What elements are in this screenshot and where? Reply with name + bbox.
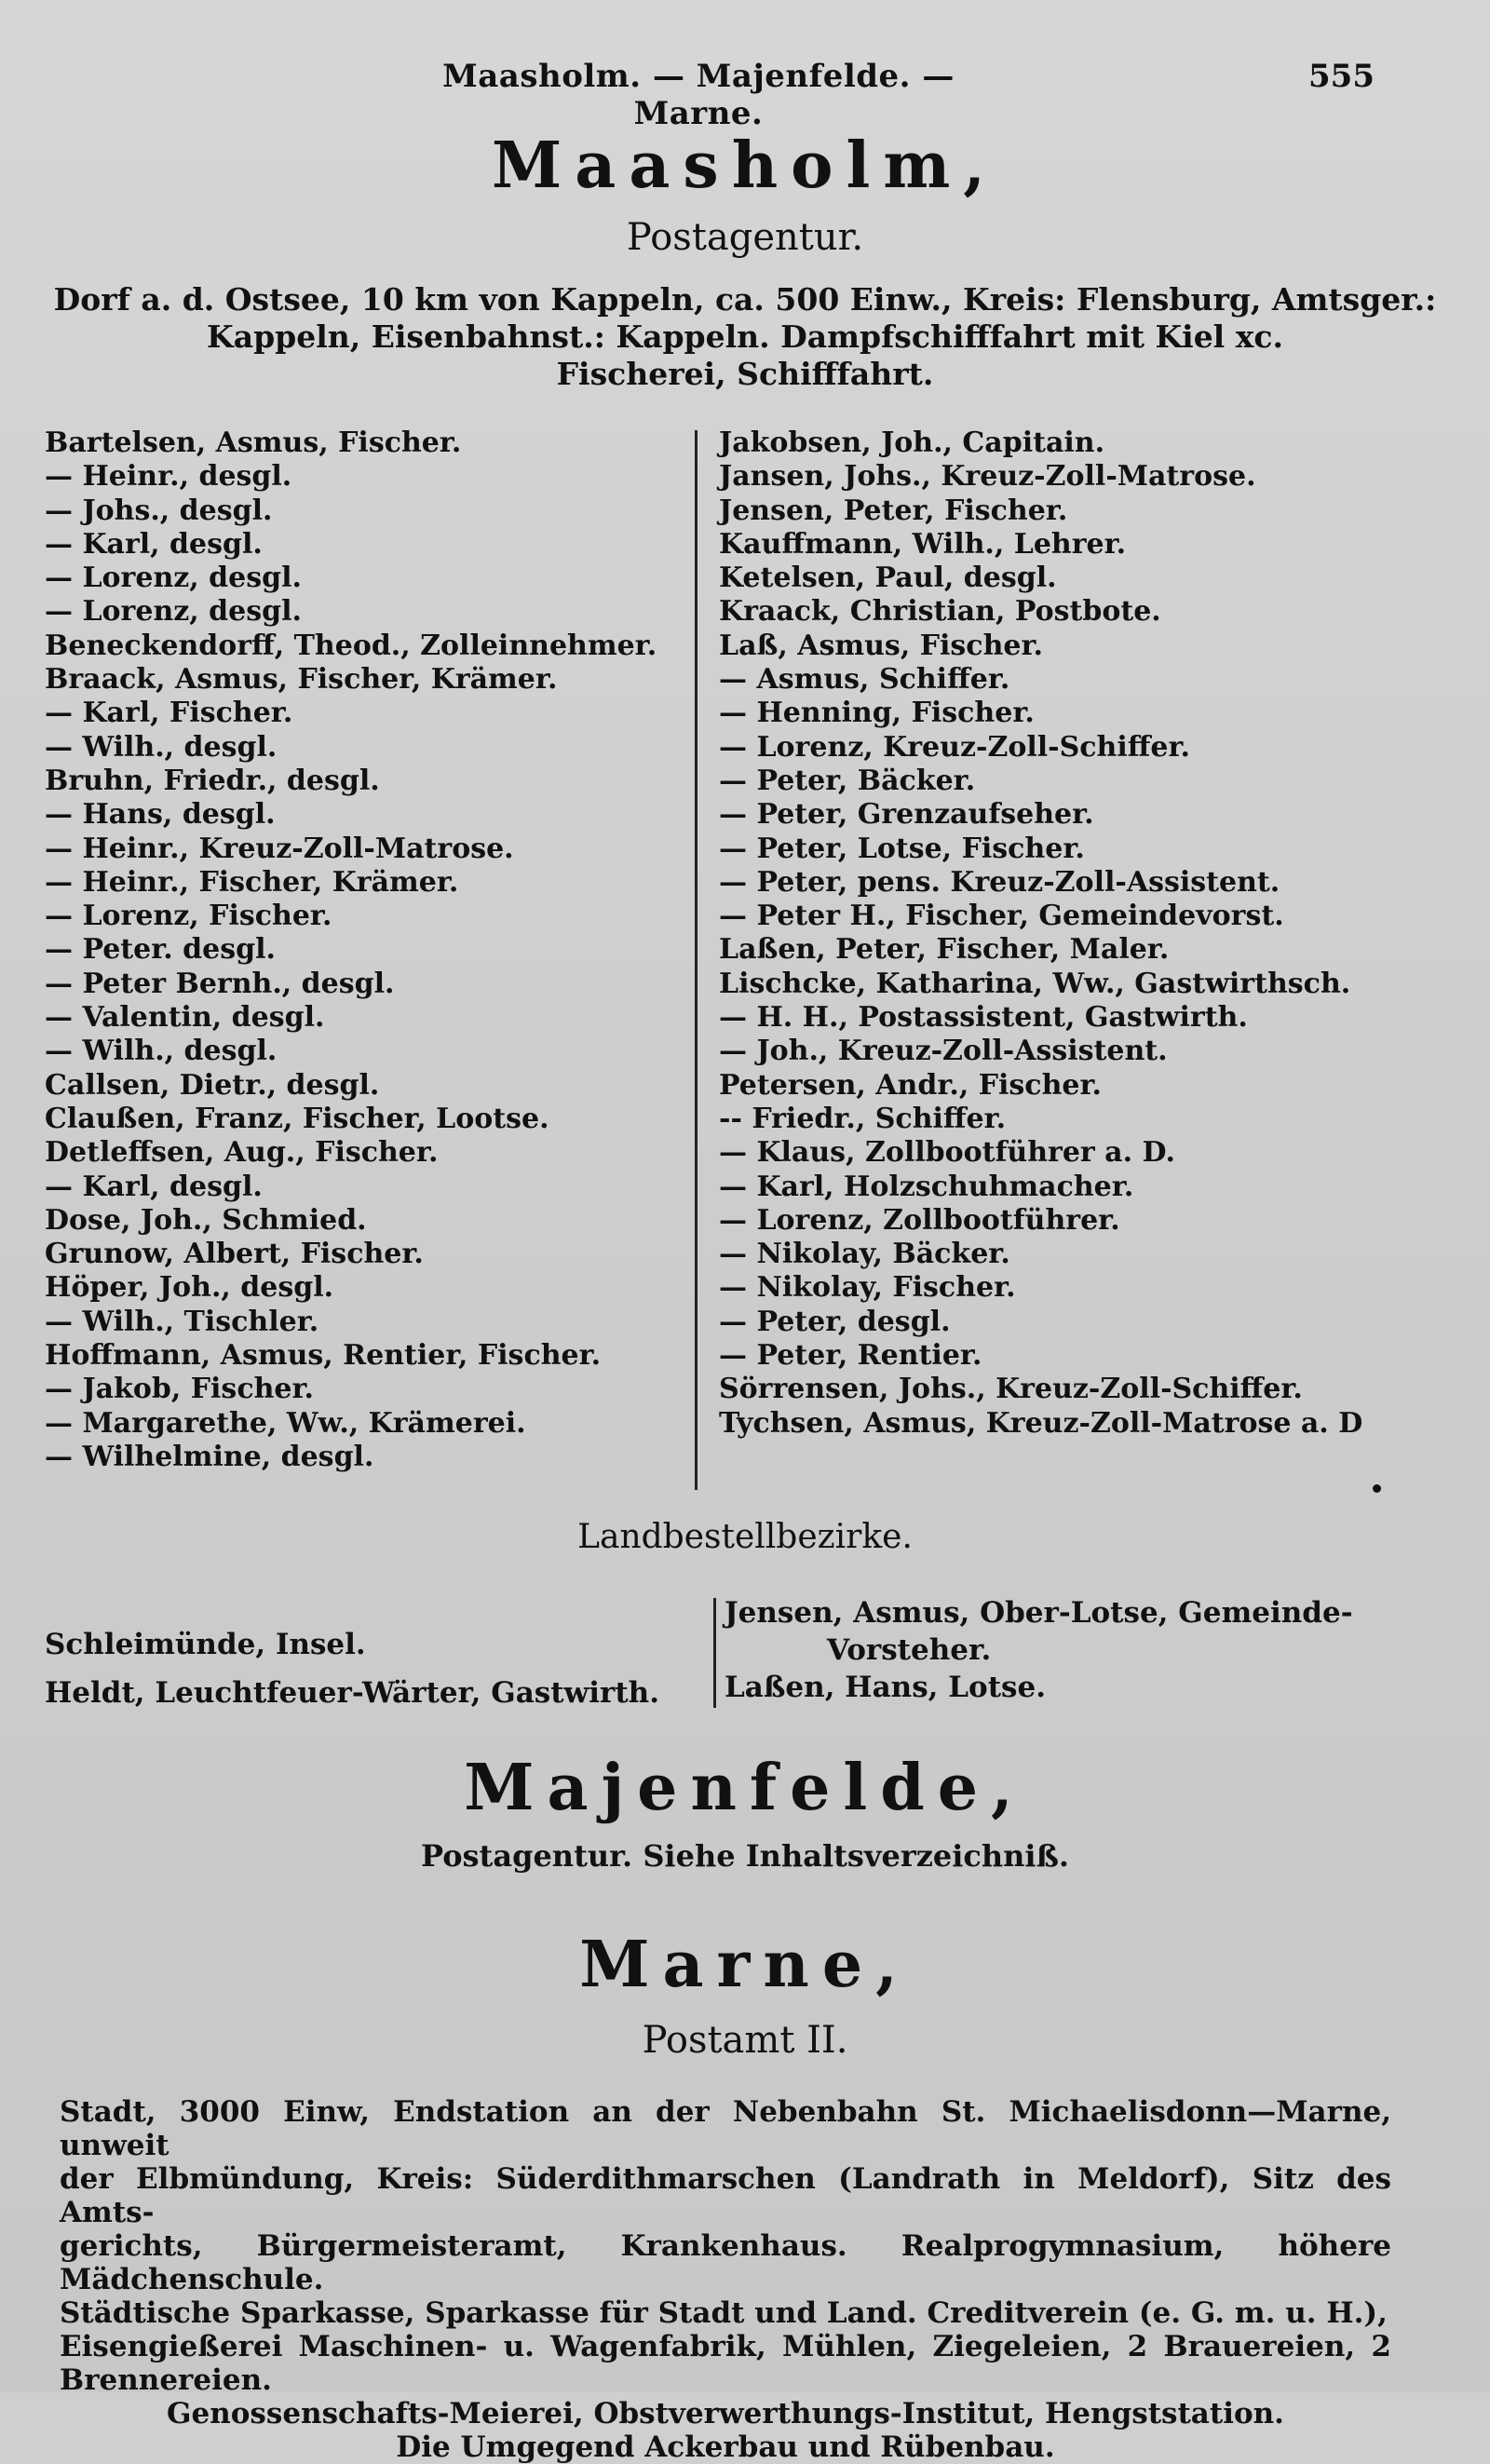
resident-entry: — Klaus, Zollbootführer a. D. xyxy=(719,1136,1175,1170)
resident-entry: — Nikolay, Fischer. xyxy=(719,1271,1016,1305)
resident-entry: Bartelsen, Asmus, Fischer. xyxy=(45,426,462,459)
resident-entry: — Peter H., Fischer, Gemeindevorst. xyxy=(719,900,1284,933)
maasholm-subheading: Postagentur. xyxy=(626,216,864,259)
resident-entry: — Wilh., desgl. xyxy=(45,730,278,764)
resident-entry: Dose, Joh., Schmied. xyxy=(45,1203,367,1237)
resident-entry: Jensen, Peter, Fischer. xyxy=(719,494,1068,527)
majenfelde-heading: Majenfelde, xyxy=(464,1751,1026,1825)
landbestell-resident: Heldt, Leuchtfeuer-Wärter, Gastwirth. xyxy=(45,1676,660,1710)
resident-entry: — Johs., desgl. xyxy=(45,494,273,527)
resident-entry: — Nikolay, Bäcker. xyxy=(719,1238,1010,1271)
residents-right-column xyxy=(719,426,1445,1441)
resident-entry: Laß, Asmus, Fischer. xyxy=(719,629,1043,662)
resident-entry: — H. H., Postassistent, Gastwirth. xyxy=(719,1001,1248,1035)
resident-entry: — Peter. desgl. xyxy=(45,933,276,967)
resident-entry: — Lorenz, Zollbootführer. xyxy=(719,1203,1120,1237)
resident-entry: — Wilh., Tischler. xyxy=(45,1305,319,1338)
intro-line: Fischerei, Schifffahrt. xyxy=(556,356,934,392)
resident-entry: — Peter Bernh., desgl. xyxy=(45,967,395,1000)
resident-entry: — Karl, Holzschuhmacher. xyxy=(719,1170,1134,1203)
marne-heading: Marne, xyxy=(579,1928,911,2002)
description-line: gerichts, Bürgermeisteramt, Krankenhaus. Realprogymnasium, höhere Mädchenschule. xyxy=(60,2229,1391,2296)
column-divider xyxy=(695,430,698,1490)
resident-entry: Lischcke, Katharina, Ww., Gastwirthsch. xyxy=(719,967,1351,1000)
description-line: Die Umgegend Ackerbau und Rübenbau. xyxy=(396,2430,1055,2464)
running-title: Maasholm. — Majenfelde. — Marne. xyxy=(442,58,955,132)
description-line: Eisengießerei Maschinen- u. Wagenfabrik, Mühlen, Ziegeleien, 2 Brauereien, 2 Brennereien. xyxy=(60,2330,1391,2397)
resident-entry: Tychsen, Asmus, Kreuz-Zoll-Matrose a. D xyxy=(719,1406,1363,1440)
resident-entry: — Peter, pens. Kreuz-Zoll-Assistent. xyxy=(719,865,1280,899)
intro-line: Kappeln, Eisenbahnst.: Kappeln. Dampfschifffahrt mit Kiel xc. xyxy=(207,318,1283,355)
landbestell-resident-cont: Vorsteher. xyxy=(827,1633,992,1667)
resident-entry: — Karl, desgl. xyxy=(45,1170,263,1203)
description-line: Stadt, 3000 Einw, Endstation an der Nebenbahn St. Michaelisdonn—Marne, unweit xyxy=(60,2095,1391,2162)
resident-entry: Laßen, Peter, Fischer, Maler. xyxy=(719,933,1170,967)
description-line: der Elbmündung, Kreis: Süderdithmarschen (Landrath in Meldorf), Sitz des Amts- xyxy=(60,2162,1391,2229)
ink-dot xyxy=(1373,1484,1381,1493)
resident-entry: — Joh., Kreuz-Zoll-Assistent. xyxy=(719,1035,1168,1068)
resident-entry: — Peter, Rentier. xyxy=(719,1339,982,1373)
resident-entry: Hoffmann, Asmus, Rentier, Fischer. xyxy=(45,1339,602,1373)
landbestell-left xyxy=(45,1620,697,1717)
resident-entry: Kauffmann, Wilh., Lehrer. xyxy=(719,527,1127,561)
majenfelde-subheading: Postagentur. Siehe Inhaltsverzeichniß. xyxy=(420,1838,1070,1874)
resident-entry: — Karl, Fischer. xyxy=(45,697,293,730)
resident-entry: — Heinr., Fischer, Krämer. xyxy=(45,865,459,899)
resident-entry: -- Friedr., Schiffer. xyxy=(719,1102,1007,1135)
resident-entry: — Peter, Lotse, Fischer. xyxy=(719,832,1085,865)
resident-entry: — Peter, Grenzaufseher. xyxy=(719,798,1094,832)
resident-entry: Detleffsen, Aug., Fischer. xyxy=(45,1136,439,1170)
marne-subheading: Postamt II. xyxy=(642,2019,848,2062)
resident-entry: — Valentin, desgl. xyxy=(45,1001,325,1035)
intro-line: Dorf a. d. Ostsee, 10 km von Kappeln, ca. 500 Einw., Kreis: Flensburg, Amtsger.: xyxy=(53,281,1437,318)
landbestell-divider xyxy=(713,1598,716,1708)
resident-entry: — Lorenz, desgl. xyxy=(45,595,302,629)
resident-entry: — Wilhelmine, desgl. xyxy=(45,1440,374,1473)
landbestell-resident: Jensen, Asmus, Ober-Lotse, Gemeinde- xyxy=(725,1596,1353,1630)
resident-entry: — Lorenz, desgl. xyxy=(45,562,302,595)
resident-entry: — Heinr., Kreuz-Zoll-Matrose. xyxy=(45,832,514,865)
running-head xyxy=(0,58,1490,132)
resident-entry: — Peter, desgl. xyxy=(719,1305,951,1338)
resident-entry: — Peter, Bäcker. xyxy=(719,764,976,797)
resident-entry: Ketelsen, Paul, desgl. xyxy=(719,562,1057,595)
resident-entry: Petersen, Andr., Fischer. xyxy=(719,1068,1102,1102)
resident-entry: Jansen, Johs., Kreuz-Zoll-Matrose. xyxy=(719,460,1256,494)
description-line: Genossenschafts-Meierei, Obstverwerthungs-Institut, Hengststation. xyxy=(167,2397,1284,2430)
landbestell-right xyxy=(725,1594,1451,1706)
resident-entry: — Henning, Fischer. xyxy=(719,697,1035,730)
page-number: 555 xyxy=(1308,58,1375,95)
resident-entry: — Asmus, Schiffer. xyxy=(719,663,1010,697)
resident-entry: Callsen, Dietr., desgl. xyxy=(45,1068,380,1102)
resident-entry: Jakobsen, Joh., Capitain. xyxy=(719,426,1105,459)
resident-entry: — Lorenz, Kreuz-Zoll-Schiffer. xyxy=(719,730,1190,764)
residents-left-column xyxy=(45,426,678,1474)
resident-entry: — Wilh., desgl. xyxy=(45,1035,278,1068)
marne-description xyxy=(60,2095,1391,2464)
resident-entry: — Lorenz, Fischer. xyxy=(45,900,332,933)
resident-entry: Kraack, Christian, Postbote. xyxy=(719,595,1161,629)
resident-entry: — Heinr., desgl. xyxy=(45,460,292,494)
maasholm-intro xyxy=(37,281,1453,393)
resident-entry: Höper, Joh., desgl. xyxy=(45,1271,334,1305)
resident-entry: Claußen, Franz, Fischer, Lootse. xyxy=(45,1102,549,1135)
resident-entry: — Margarethe, Ww., Krämerei. xyxy=(45,1406,526,1440)
landbestell-place: Schleimünde, Insel. xyxy=(45,1628,366,1661)
landbestell-resident: Laßen, Hans, Lotse. xyxy=(725,1671,1046,1704)
resident-entry: Grunow, Albert, Fischer. xyxy=(45,1238,424,1271)
resident-entry: Braack, Asmus, Fischer, Krämer. xyxy=(45,663,558,697)
resident-entry: Beneckendorff, Theod., Zolleinnehmer. xyxy=(45,629,657,662)
resident-entry: — Jakob, Fischer. xyxy=(45,1373,314,1406)
description-line: Städtische Sparkasse, Sparkasse für Stadt und Land. Creditverein (e. G. m. u. H.), xyxy=(60,2296,1388,2330)
maasholm-heading: Maasholm, xyxy=(492,129,998,203)
resident-entry: Sörrensen, Johs., Kreuz-Zoll-Schiffer. xyxy=(719,1373,1303,1406)
resident-entry: — Karl, desgl. xyxy=(45,527,263,561)
landbestell-title: Landbestellbezirke. xyxy=(577,1518,913,1556)
resident-entry: Bruhn, Friedr., desgl. xyxy=(45,764,380,797)
resident-entry: — Hans, desgl. xyxy=(45,798,276,832)
